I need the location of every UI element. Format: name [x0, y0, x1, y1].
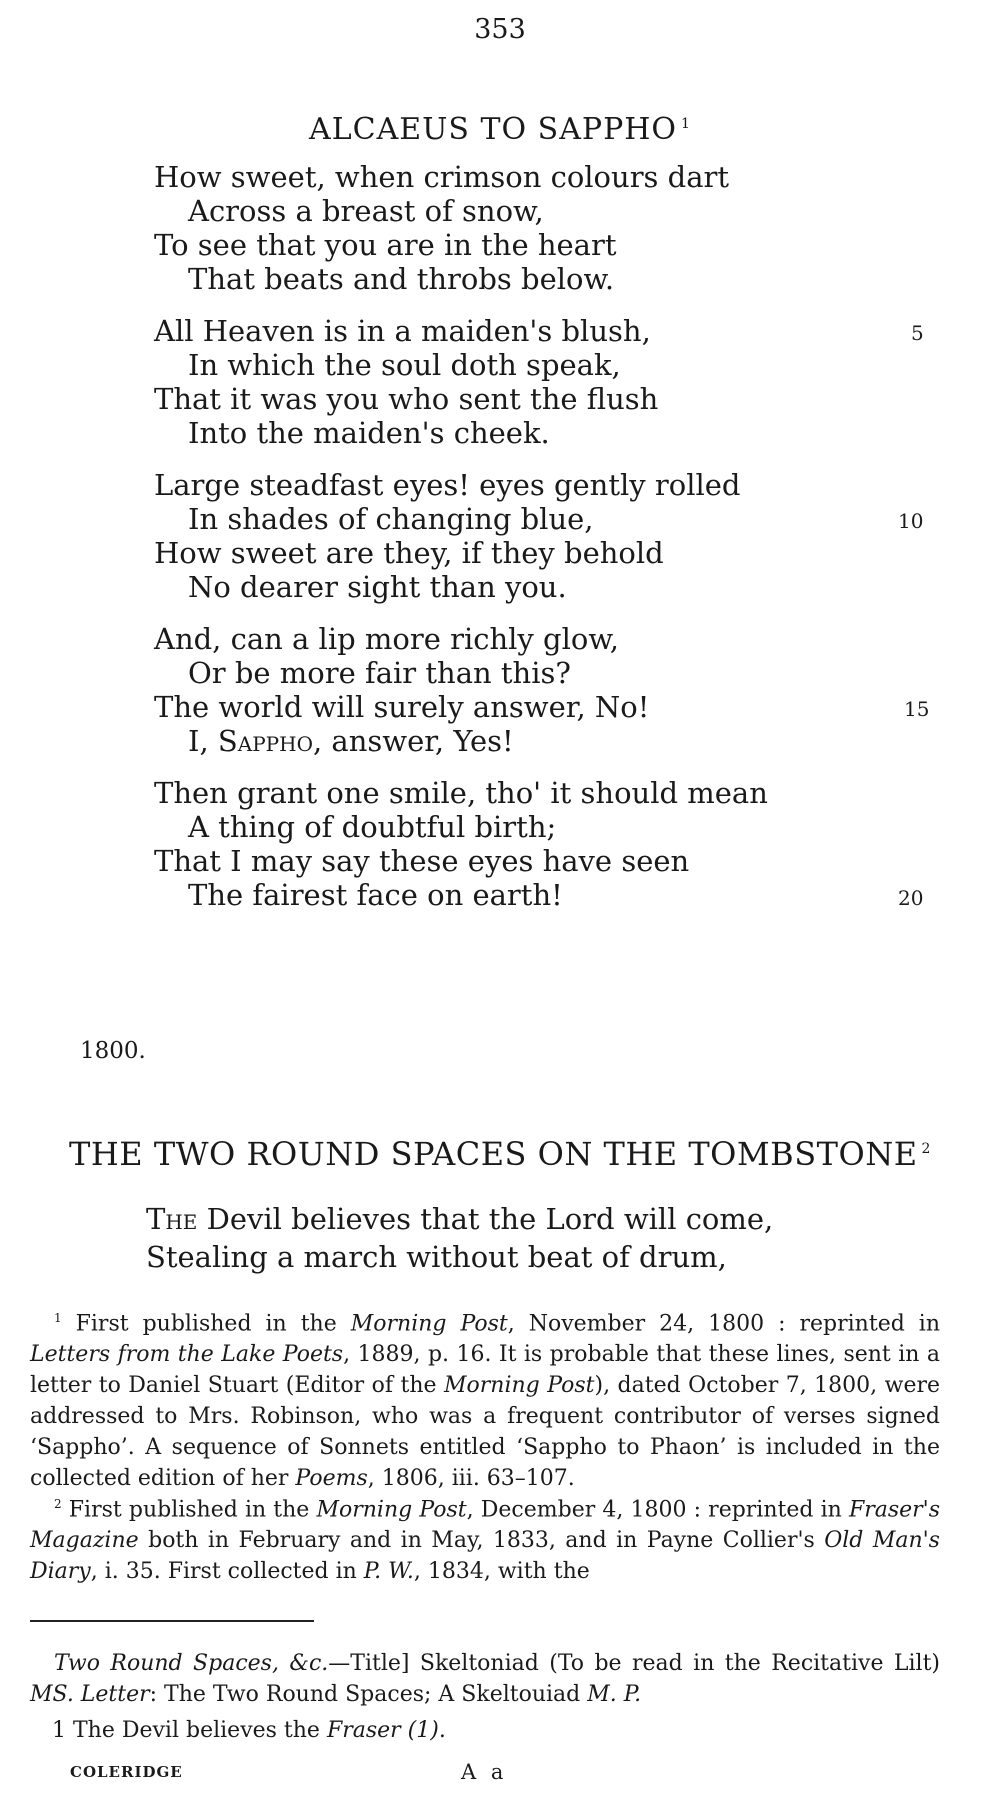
poem-line: How sweet are they, if they behold — [154, 536, 664, 570]
variant-text: The Devil believes the — [66, 1718, 327, 1743]
variant-line-number: 1 — [52, 1718, 66, 1743]
footnote-ref-1: 1 — [681, 116, 691, 132]
line-number: 20 — [898, 886, 924, 910]
variant-text: . — [438, 1718, 446, 1743]
variant-reading-line1 — [52, 1715, 446, 1746]
small-caps-name: Sappho — [217, 724, 313, 758]
footnote-italic: Fraser's Magazine — [30, 1497, 940, 1554]
variant-text: Lilt) — [893, 1651, 941, 1676]
line-number: 15 — [904, 697, 930, 721]
footnote-ref-2: 2 — [921, 1141, 931, 1158]
poem-line: Stealing a march without beat of drum, — [146, 1240, 727, 1274]
poem-line: A thing of doubtful birth; — [188, 810, 557, 844]
poem-line: All Heaven is in a maiden's blush, — [154, 314, 651, 348]
variant-italic: MS. Letter — [30, 1682, 150, 1707]
variant-text: : The Two Round Spaces; A Skeltouiad — [149, 1682, 588, 1707]
footnote-italic: Morning Post — [444, 1373, 595, 1399]
poem-line: The fairest face on earth! — [188, 878, 563, 912]
poem-line: Or be more fair than this? — [188, 656, 571, 690]
footnote-text: , 1889, p. 16. It is probable that these lines, sent in a letter to Daniel Stuart (Editor of the — [30, 1342, 940, 1399]
poem-line: And, can a lip more richly glow, — [154, 622, 619, 656]
poem-line: In which the soul doth speak, — [188, 348, 621, 382]
poem-date: 1800. — [80, 1038, 146, 1064]
signature-mark: COLERIDGE — [70, 1763, 183, 1781]
footnote-text: , November 24, 1800 : reprinted in — [507, 1311, 940, 1337]
footnote-mark: 1 — [54, 1311, 62, 1325]
section-title — [0, 1135, 1000, 1173]
poem-line: In shades of changing blue, — [188, 502, 594, 536]
footnote-italic: Morning Post — [316, 1497, 467, 1523]
footnote-text: , December 4, 1800 : reprinted in — [466, 1497, 849, 1523]
line-number: 5 — [911, 321, 924, 345]
footnote-text: First published in the — [61, 1311, 351, 1337]
variant-text: —Title] Skeltoniad (To be read in the Recitative — [328, 1651, 884, 1676]
poem-line: No dearer sight than you. — [188, 570, 567, 604]
footnote-text: , 1834, with the — [413, 1559, 590, 1585]
poem-title-text: ALCAEUS TO SAPPHO — [309, 112, 678, 147]
footnote-italic: Poems — [295, 1466, 368, 1492]
poem-line-text: Devil believes that the Lord will come, — [197, 1202, 774, 1236]
variant-reading-title — [30, 1648, 940, 1710]
poem-line: The world will surely answer, No! — [154, 690, 650, 724]
variant-italic: (1) — [400, 1718, 439, 1743]
poem-line: That it was you who sent the flush — [154, 382, 659, 416]
poem-line: Into the maiden's cheek. — [188, 416, 550, 450]
footnote-rule — [30, 1620, 314, 1622]
footnote-2 — [30, 1489, 940, 1587]
poem-line — [146, 1202, 773, 1236]
footnote-italic: Morning Post — [350, 1311, 508, 1337]
variant-italic: Fraser — [326, 1718, 401, 1743]
poem-line: I, Sappho, answer, Yes! — [188, 724, 514, 758]
variant-italic: M. P. — [587, 1682, 642, 1707]
section-title-text: THE TWO ROUND SPACES ON THE TOMBSTONE — [69, 1135, 918, 1173]
footnote-italic: Old Man's Diary — [30, 1528, 940, 1585]
footnote-mark: 2 — [54, 1497, 62, 1511]
footnote-text: both in February and in May, 1833, and in Payne Collier's — [138, 1528, 825, 1554]
page-number: 353 — [474, 14, 526, 45]
small-caps-word: The — [146, 1202, 198, 1236]
footnote-1 — [30, 1303, 940, 1494]
poem-line: To see that you are in the heart — [154, 228, 617, 262]
poem-line: Across a breast of snow, — [188, 194, 544, 228]
poem-line: That beats and throbs below. — [188, 262, 615, 296]
poem-line: How sweet, when crimson colours dart — [154, 160, 730, 194]
sheet-mark: A a — [461, 1760, 508, 1784]
footnote-text: First published in the — [61, 1497, 317, 1523]
variant-italic: Two Round Spaces, &c. — [54, 1651, 329, 1676]
footnote-italic: Letters from the Lake Poets — [30, 1342, 344, 1368]
poem-line: That I may say these eyes have seen — [154, 844, 690, 878]
footnote-text: ), dated October 7, 1800, were addressed to Mrs. Robinson, who was a frequent contributor of verses signed ‘Sappho’. A sequence of Sonnets entitled ‘Sappho to Phaon’ is included in the collected edition of her — [30, 1373, 941, 1492]
footnote-italic: P. W. — [363, 1559, 414, 1585]
poem-line: Large steadfast eyes! eyes gently rolled — [154, 468, 741, 502]
poem-line: Then grant one smile, tho' it should mean — [154, 776, 768, 810]
footnote-text: , 1806, iii. 63–107. — [367, 1466, 575, 1492]
line-number: 10 — [898, 509, 924, 533]
footnote-text: , i. 35. First collected in — [90, 1559, 364, 1585]
poem-title — [0, 112, 1000, 147]
